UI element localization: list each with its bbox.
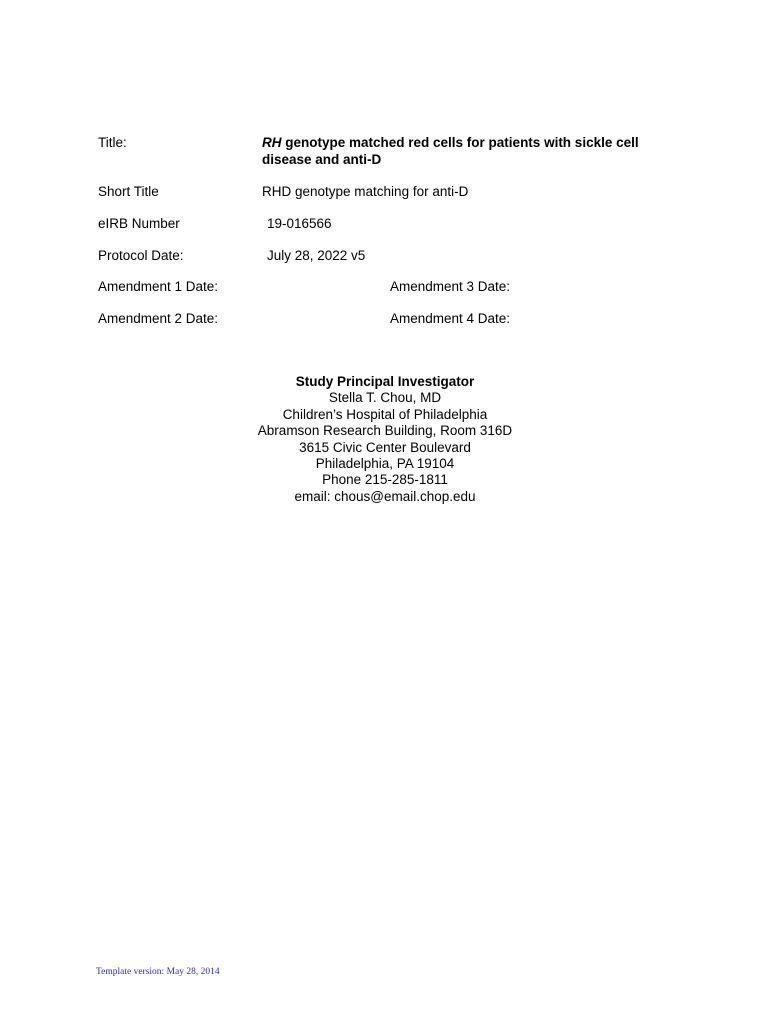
short-title-label: Short Title <box>98 184 159 199</box>
amendment1-label: Amendment 1 Date: <box>98 279 219 294</box>
title-italic-part: RH <box>262 135 282 150</box>
eirb-label: eIRB Number <box>98 216 180 231</box>
pi-institution: Children’s Hospital of Philadelphia <box>282 406 488 422</box>
amendment4-label: Amendment 4 Date: <box>390 311 511 326</box>
title-label: Title: <box>98 135 127 150</box>
pi-heading: Study Principal Investigator <box>295 374 475 389</box>
amendment2-label: Amendment 2 Date: <box>98 311 219 326</box>
pi-building: Abramson Research Building, Room 316D <box>257 423 513 439</box>
protocol-date-label: Protocol Date: <box>98 248 184 263</box>
title-rest-part: genotype matched red cells for patients with sickle cell disease and anti-D <box>262 135 639 167</box>
pi-phone: Phone 215-285-1811 <box>322 472 448 488</box>
eirb-value: 19-016566 <box>267 216 332 231</box>
title-value <box>262 134 682 168</box>
protocol-date-value: July 28, 2022 v5 <box>267 248 366 263</box>
pi-name: Stella T. Chou, MD <box>328 390 442 406</box>
pi-street: 3615 Civic Center Boulevard <box>299 439 471 455</box>
pi-city: Philadelphia, PA 19104 <box>315 456 455 472</box>
amendment3-label: Amendment 3 Date: <box>390 279 511 294</box>
short-title-value: RHD genotype matching for anti-D <box>262 184 469 199</box>
principal-investigator-block <box>0 374 770 505</box>
template-version-footer: Template version: May 28, 2014 <box>96 967 220 977</box>
pi-email: email: chous@email.chop.edu <box>294 488 476 504</box>
